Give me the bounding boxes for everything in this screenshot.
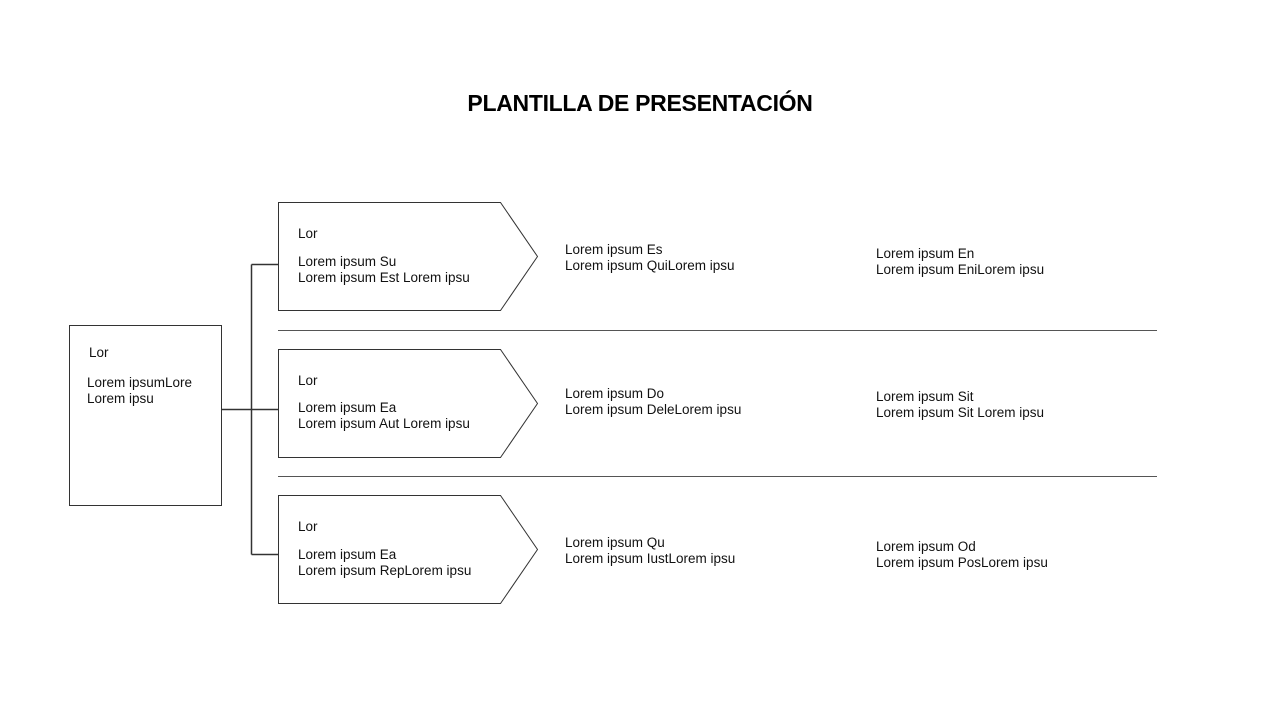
row-3-col-3-line-1: Lorem ipsum Od [876, 539, 976, 554]
row-1-col-2 [565, 242, 735, 274]
row-1-col-2-line-2: Lorem ipsum QuiLorem ipsu [565, 258, 735, 273]
row-1-col-3-line-2: Lorem ipsum EniLorem ipsu [876, 262, 1045, 277]
root-line-2: Lorem ipsu [87, 391, 154, 406]
row-1-col-3 [876, 246, 1044, 278]
row-2-col-2 [565, 386, 741, 418]
row-3-col-3-line-2: Lorem ipsum PosLorem ipsu [876, 555, 1048, 570]
row-2-col-3-line-2: Lorem ipsum Sit Lorem ipsu [876, 405, 1045, 420]
row-2-col-2-line-2: Lorem ipsum DeleLorem ipsu [565, 402, 742, 417]
page-title: PLANTILLA DE PRESENTACIÓN [467, 90, 813, 116]
arrow-1-line-2: Lorem ipsum Est Lorem ipsu [298, 270, 470, 285]
arrow-2-text [298, 400, 470, 432]
arrow-3-line-2: Lorem ipsum RepLorem ipsu [298, 563, 472, 578]
root-heading: Lor [89, 345, 109, 360]
row-2-col-3-line-1: Lorem ipsum Sit [876, 389, 974, 404]
arrow-3-heading: Lor [298, 519, 318, 534]
root-text [87, 375, 192, 407]
arrow-1-heading: Lor [298, 226, 318, 241]
row-3-col-2-line-1: Lorem ipsum Qu [565, 535, 665, 550]
row-3-col-2 [565, 535, 735, 567]
row-3-col-3 [876, 539, 1048, 571]
row-1-col-2-line-1: Lorem ipsum Es [565, 242, 663, 257]
arrow-2-heading: Lor [298, 373, 318, 388]
arrow-1-text [298, 254, 470, 286]
root-line-1: Lorem ipsumLore [87, 375, 193, 390]
arrow-1-line-1: Lorem ipsum Su [298, 254, 397, 269]
arrow-3-text [298, 547, 471, 579]
row-1-col-3-line-1: Lorem ipsum En [876, 246, 975, 261]
row-3-col-2-line-2: Lorem ipsum IustLorem ipsu [565, 551, 736, 566]
arrow-2-line-2: Lorem ipsum Aut Lorem ipsu [298, 416, 470, 431]
arrow-2-line-1: Lorem ipsum Ea [298, 400, 397, 415]
arrow-3-line-1: Lorem ipsum Ea [298, 547, 397, 562]
row-2-col-2-line-1: Lorem ipsum Do [565, 386, 665, 401]
row-2-col-3 [876, 389, 1044, 421]
